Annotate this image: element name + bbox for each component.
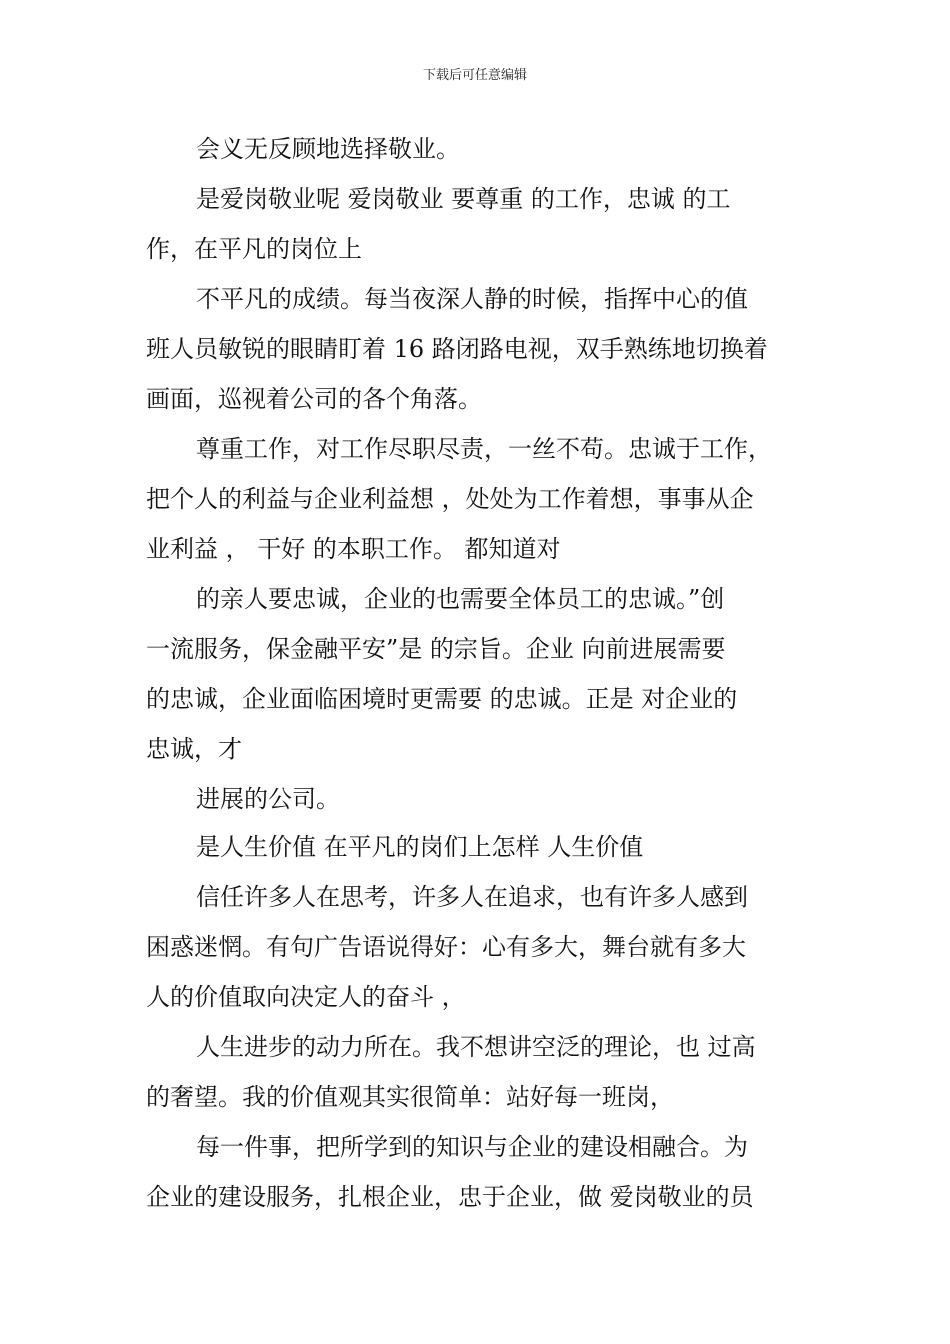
text-line: 的奢望。我的价值观其实很简单：站好每一班岗， [146, 1083, 674, 1111]
text-line: 困惑迷惘。有句广告语说得好：心有多大，舞台就有多大 [146, 933, 746, 961]
text-line: 是人生价值 在平凡的岗们上怎样 人生价值 [196, 833, 644, 861]
text-line: 班人员敏锐的眼睛盯着 16 路闭路电视，双手熟练地切换着 [146, 335, 768, 363]
text-line: 作，在平凡的岗位上 [146, 235, 362, 263]
text-line: 尊重工作，对工作尽职尽责，一丝不苟。忠诚于工作， [196, 435, 772, 463]
text-line: 一流服务，保金融平安”是 的宗旨。企业 向前进展需要 [146, 635, 726, 663]
text-line: 把个人的利益与企业利益想 ，处处为工作着想，事事从企 [146, 485, 754, 513]
page-header: 下载后可任意编辑 [422, 68, 527, 83]
text-line: 的亲人要忠诚，企业的也需要全体员工的忠诚。”创 [196, 585, 725, 613]
text-line: 画面，巡视着公司的各个角落。 [146, 385, 482, 413]
text-line: 的忠诚，企业面临困境时更需要 的忠诚。正是 对企业的 [146, 685, 738, 713]
text-line: 是爱岗敬业呢 爱岗敬业 要尊重 的工作，忠诚 的工 [196, 185, 731, 213]
text-line: 企业的建设服务，扎根企业，忠于企业，做 爱岗敬业的员 [146, 1183, 754, 1211]
text-line: 会义无反顾地选择敬业。 [196, 135, 460, 163]
text-line: 人生进步的动力所在。我不想讲空泛的理论，也 过高 [196, 1033, 756, 1061]
text-line: 忠诚，才 [146, 735, 242, 763]
text-line: 每一件事，把所学到的知识与企业的建设相融合。为 [196, 1133, 748, 1161]
text-line: 不平凡的成绩。每当夜深人静的时候，指挥中心的值 [196, 285, 748, 313]
text-line: 进展的公司。 [196, 785, 340, 813]
text-line: 信任许多人在思考，许多人在追求，也有许多人感到 [196, 883, 748, 911]
text-line: 人的价值取向决定人的奋斗 ， [146, 983, 466, 1011]
text-line: 业利益 ， 干好 的本职工作。 都知道对 [146, 535, 561, 563]
